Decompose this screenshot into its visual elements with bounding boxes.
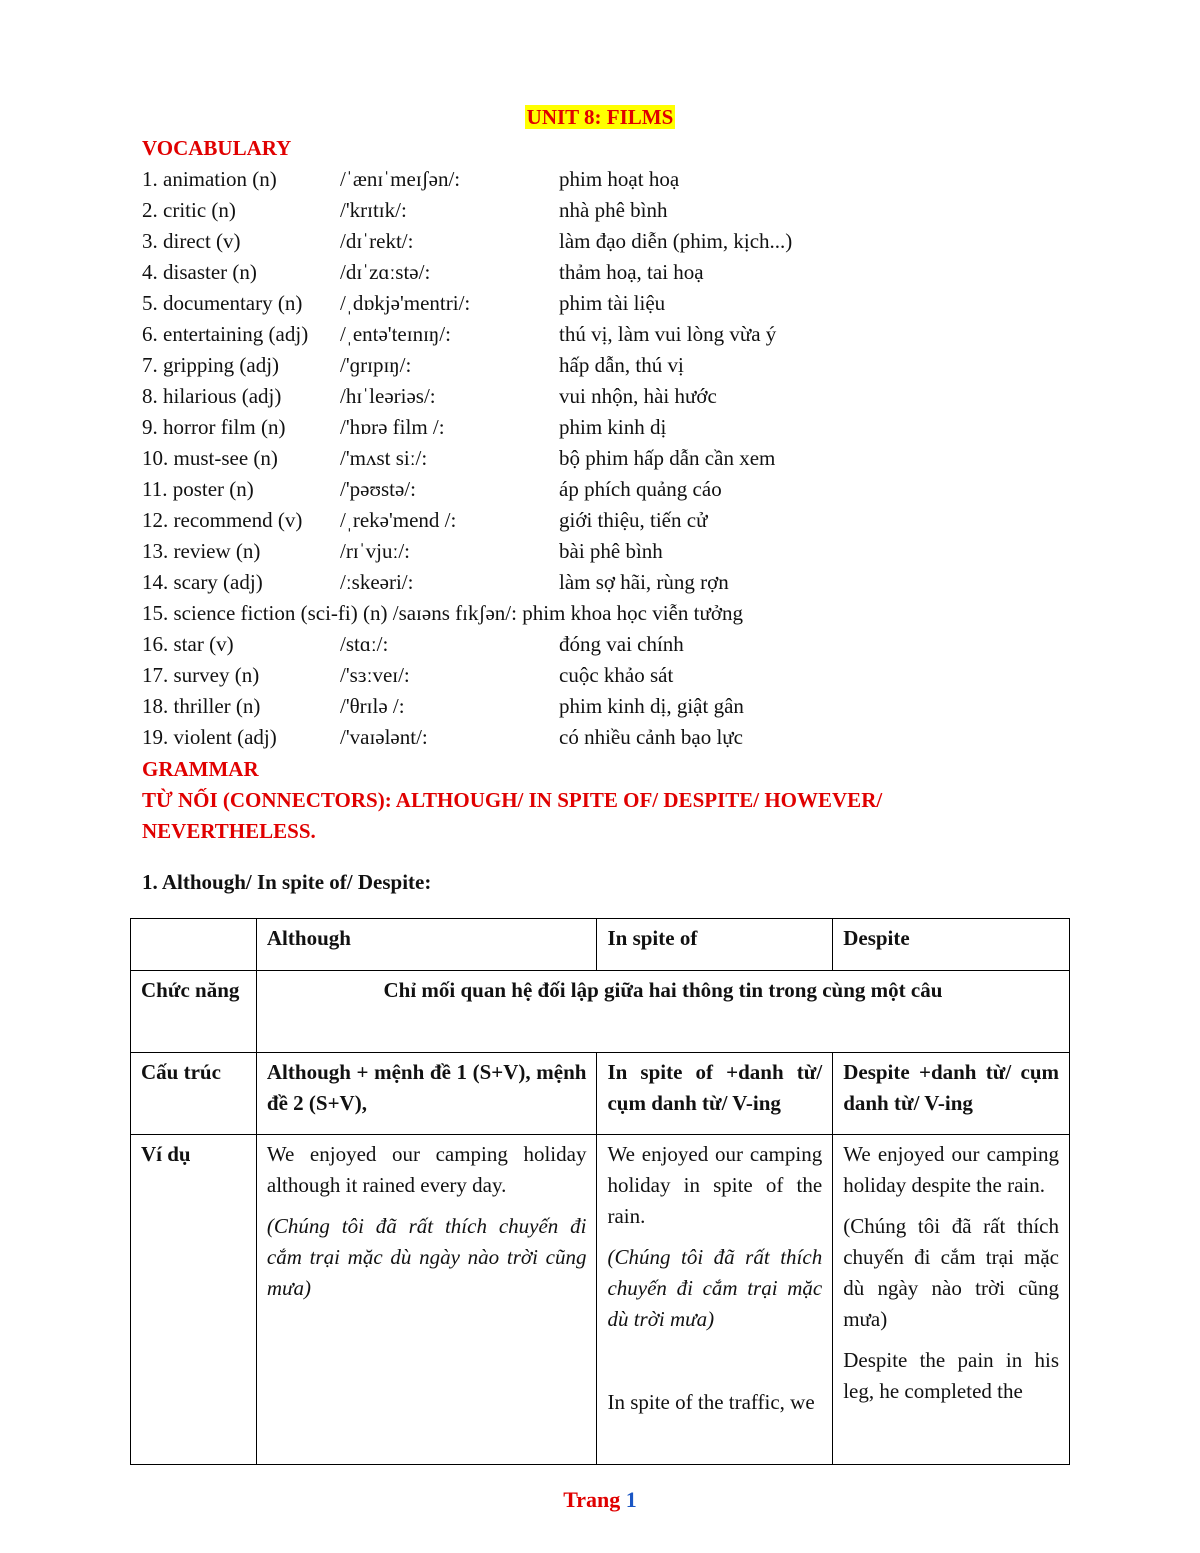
vocab-phonetic: /'sɜːveɪ/:	[340, 663, 410, 687]
example-sentence: Despite the pain in his leg, he completed the	[843, 1348, 1059, 1403]
vocab-word: 16. star (v)	[142, 632, 234, 656]
vocab-item	[142, 723, 1102, 754]
vocab-word: 6. entertaining (adj)	[142, 322, 309, 346]
vocab-item	[142, 444, 1102, 475]
page-title: UNIT 8: FILMS	[526, 105, 674, 129]
vocab-phonetic: /'mʌst siː/:	[340, 446, 428, 470]
vocab-phonetic: /'krɪtɪk/:	[340, 198, 407, 222]
row-label: Ví dụ	[131, 1135, 257, 1465]
vocab-word: 1. animation (n)	[142, 167, 277, 191]
table-header-cell: Although	[256, 919, 597, 971]
vocab-word: 17. survey (n)	[142, 663, 260, 687]
page-number: 1	[625, 1487, 637, 1512]
example-sentence: We enjoyed our camping holiday despite the rain.	[843, 1142, 1059, 1197]
function-text: Chỉ mối quan hệ đối lập giữa hai thông tin trong cùng một câu	[256, 971, 1069, 1053]
vocab-phonetic: /'pəʊstə/:	[340, 477, 416, 501]
table-row-function	[131, 971, 1070, 1053]
example-translation: (Chúng tôi đã rất thích chuyến đi cắm trại mặc dù trời mưa)	[607, 1245, 823, 1331]
vocab-phonetic: /ˌdɒkjə'mentri/:	[340, 291, 471, 315]
example-sentence: In spite of the traffic, we	[607, 1390, 815, 1414]
vocab-meaning: làm đạo diễn (phim, kịch...)	[559, 229, 793, 253]
vocab-meaning: giới thiệu, tiến cử	[559, 508, 708, 532]
table-header-cell	[131, 919, 257, 971]
vocab-word: 4. disaster (n)	[142, 260, 257, 284]
vocab-phonetic: /dɪˈzɑːstə/:	[340, 260, 431, 284]
vocab-item	[142, 630, 1102, 661]
vocab-item	[142, 227, 1102, 258]
vocab-item	[142, 692, 1102, 723]
vocab-phonetic: /ˌentə'teɪnɪŋ/:	[340, 322, 451, 346]
vocab-meaning: bộ phim hấp dẫn cần xem	[559, 446, 776, 470]
vocab-phonetic: /'vaɪələnt/:	[340, 725, 428, 749]
vocab-meaning: phim hoạt hoạ	[559, 167, 680, 191]
vocab-word: 13. review (n)	[142, 539, 261, 563]
vocab-meaning: bài phê bình	[559, 539, 663, 563]
vocab-item	[142, 568, 1102, 599]
grammar-heading: GRAMMAR	[142, 757, 259, 781]
vocab-word: 10. must-see (n)	[142, 446, 278, 470]
vocab-phonetic: /ːskeəri/:	[340, 570, 414, 594]
structure-cell: Despite +danh từ/ cụm danh từ/ V-ing	[833, 1053, 1070, 1135]
section-heading: 1. Although/ In spite of/ Despite:	[142, 870, 432, 894]
vocab-word: 18. thriller (n)	[142, 694, 261, 718]
row-label: Cấu trúc	[131, 1053, 257, 1135]
vocab-meaning: phim tài liệu	[559, 291, 666, 315]
row-label: Chức năng	[131, 971, 257, 1053]
vocab-meaning: đóng vai chính	[559, 632, 684, 656]
vocab-meaning: nhà phê bình	[559, 198, 668, 222]
vocab-meaning: cuộc khảo sát	[559, 663, 674, 687]
vocab-meaning: có nhiều cảnh bạo lực	[559, 725, 743, 749]
vocab-meaning: thú vị, làm vui lòng vừa ý	[559, 322, 777, 346]
vocab-item	[142, 196, 1102, 227]
grammar-table	[130, 918, 1070, 1465]
example-cell-despite	[833, 1135, 1070, 1465]
vocab-word: 11. poster (n)	[142, 477, 254, 501]
example-translation: (Chúng tôi đã rất thích chuyến đi cắm trại mặc dù ngày nào trời cũng mưa)	[843, 1214, 1059, 1331]
vocab-phonetic: /rɪˈvjuː/:	[340, 539, 410, 563]
vocab-word: 19. violent (adj)	[142, 725, 277, 749]
table-row-structure	[131, 1053, 1070, 1135]
example-cell-in-spite-of	[597, 1135, 833, 1465]
vocab-phonetic: /'hɒrə film /:	[340, 415, 445, 439]
vocab-phonetic: /'ɡrɪpɪŋ/:	[340, 353, 412, 377]
vocab-word: 3. direct (v)	[142, 229, 241, 253]
vocab-word: 14. scary (adj)	[142, 570, 263, 594]
vocab-meaning: phim kinh dị, giật gân	[559, 694, 744, 718]
vocab-item	[142, 599, 1102, 630]
example-cell-although	[256, 1135, 597, 1465]
vocab-meaning: làm sợ hãi, rùng rợn	[559, 570, 729, 594]
footer-label: Trang	[563, 1487, 621, 1512]
vocab-phonetic: /ˈænɪˈmeɪʃən/:	[340, 167, 461, 191]
vocab-word: 9. horror film (n)	[142, 415, 286, 439]
structure-cell: Although + mệnh đề 1 (S+V), mệnh đề 2 (S+V),	[256, 1053, 597, 1135]
vocab-phonetic: /stɑː/:	[340, 632, 389, 656]
example-sentence: We enjoyed our camping holiday in spite of the rain.	[607, 1142, 823, 1228]
vocab-word: 2. critic (n)	[142, 198, 236, 222]
vocab-phonetic: /'θrɪlə /:	[340, 694, 405, 718]
vocab-phonetic: /ˌrekə'mend /:	[340, 508, 457, 532]
vocab-phonetic: /dɪˈrekt/:	[340, 229, 414, 253]
vocab-item	[142, 475, 1102, 506]
vocab-item	[142, 320, 1102, 351]
vocab-meaning: vui nhộn, hài hước	[559, 384, 717, 408]
vocab-item	[142, 661, 1102, 692]
vocab-item	[142, 382, 1102, 413]
vocab-word: 15. science fiction (sci-fi) (n) /saɪəns fɪkʃən/: phim khoa học viễn tưởng	[142, 601, 743, 625]
vocabulary-heading: VOCABULARY	[142, 136, 292, 160]
example-sentence: We enjoyed our camping holiday although it rained every day.	[266, 1142, 587, 1197]
vocab-item	[142, 413, 1102, 444]
grammar-heading-block	[142, 754, 1042, 847]
vocab-item	[142, 351, 1102, 382]
grammar-subheading: TỪ NỐI (CONNECTORS): ALTHOUGH/ IN SPITE OF/ DESPITE/ HOWEVER/ NEVERTHELESS.	[142, 788, 883, 843]
vocab-word: 5. documentary (n)	[142, 291, 303, 315]
example-translation: (Chúng tôi đã rất thích chuyến đi cắm trại mặc dù ngày nào trời cũng mưa)	[266, 1214, 587, 1300]
table-header-cell: Despite	[833, 919, 1070, 971]
vocab-meaning: thảm hoạ, tai hoạ	[559, 260, 704, 284]
table-header-cell: In spite of	[597, 919, 833, 971]
vocab-meaning: phim kinh dị	[559, 415, 667, 439]
vocab-item	[142, 537, 1102, 568]
vocab-item	[142, 165, 1102, 196]
table-header-row	[131, 919, 1070, 971]
vocab-word: 7. gripping (adj)	[142, 353, 280, 377]
table-row-example	[131, 1135, 1070, 1465]
vocab-meaning: áp phích quảng cáo	[559, 477, 722, 501]
vocab-phonetic: /hɪˈleəriəs/:	[340, 384, 436, 408]
vocab-item	[142, 258, 1102, 289]
vocab-item	[142, 289, 1102, 320]
vocab-word: 12. recommend (v)	[142, 508, 303, 532]
structure-cell: In spite of +danh từ/ cụm danh từ/ V-ing	[597, 1053, 833, 1135]
vocab-word: 8. hilarious (adj)	[142, 384, 282, 408]
vocab-item	[142, 506, 1102, 537]
vocabulary-list	[142, 165, 1102, 754]
vocab-meaning: hấp dẫn, thú vị	[559, 353, 684, 377]
page-footer	[0, 1485, 1200, 1515]
